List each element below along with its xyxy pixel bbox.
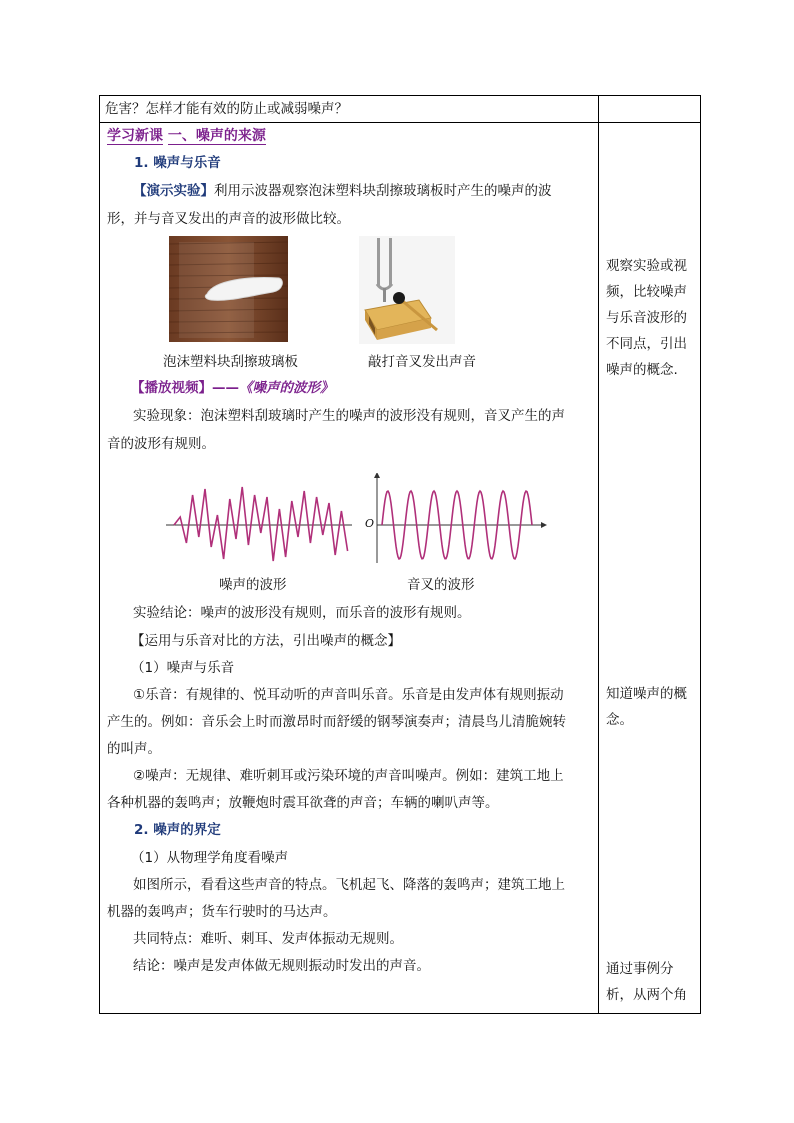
table-row xyxy=(100,123,701,1014)
figure-line-1: 如图所示，看看这些声音的特点。飞机起飞、降落的轰鸣声；建筑工地上 xyxy=(133,877,565,893)
caption-tuning-fork: 敲打音叉发出声音 xyxy=(368,354,476,370)
video-label: 【播放视频】 xyxy=(131,380,212,396)
noise-wave-line xyxy=(174,487,348,561)
subheading-noise-music: 1. 噪声与乐音 xyxy=(134,155,221,171)
item-noise-music: （1）噪声与乐音 xyxy=(131,660,235,676)
heading-part-a: 学习新课 xyxy=(107,128,163,144)
video-dash: —— xyxy=(212,380,239,396)
section-heading xyxy=(107,126,266,146)
side-note-1-line: 与乐音波形的 xyxy=(606,310,687,326)
demo-line-1 xyxy=(133,181,552,201)
body-main-cell xyxy=(100,123,599,1014)
conclusion-line: 实验结论：噪声的波形没有规则，而乐音的波形有规则。 xyxy=(133,605,471,621)
side-note-2-line: 知道噪声的概 xyxy=(606,686,687,702)
caption-foam-glass: 泡沫塑料块刮擦玻璃板 xyxy=(163,354,298,370)
item-physics-view: （1）从物理学角度看噪声 xyxy=(131,850,289,866)
music-line-2: 产生的。例如：音乐会上时而激昂时而舒缓的钢琴演奏声；清晨鸟儿清脆婉转 xyxy=(107,714,566,730)
top-row-text: 危害？怎样才能有效的防止或减弱噪声？ xyxy=(105,101,348,117)
final-conclusion-line: 结论：噪声是发声体做无规则振动时发出的声音。 xyxy=(133,958,430,974)
lesson-table xyxy=(99,95,701,1014)
tuning-fork-photo xyxy=(359,236,455,344)
common-feature-line: 共同特点：难听、刺耳、发声体振动无规则。 xyxy=(133,931,403,947)
side-note-1-line: 噪声的概念. xyxy=(606,362,678,378)
phenomenon-line-2: 音的波形有规则。 xyxy=(107,436,215,452)
demo-text-1: 利用示波器观察泡沫塑料块刮擦玻璃板时产生的噪声的波 xyxy=(214,183,552,199)
phenomenon-line-1: 实验现象：泡沫塑料刮玻璃时产生的噪声的波形没有规则，音叉产生的声 xyxy=(133,408,565,424)
noise-line-1: ②噪声：无规律、难听刺耳或污染环境的声音叫噪声。例如：建筑工地上 xyxy=(133,768,564,784)
demo-line-2: 形，并与音叉发出的声音的波形做比较。 xyxy=(107,211,350,227)
heading-part-b: 一、噪声的来源 xyxy=(167,128,266,144)
demo-label: 【演示实验】 xyxy=(133,183,214,199)
method-line: 【运用与乐音对比的方法，引出噪声的概念】 xyxy=(131,633,401,649)
table-row xyxy=(100,96,701,123)
video-title: 《噪声的波形》 xyxy=(239,380,334,396)
noise-waveform xyxy=(166,479,354,565)
top-main-cell xyxy=(100,96,599,123)
origin-label: O xyxy=(365,517,375,530)
foam-glass-photo xyxy=(169,236,288,342)
side-note-1-line: 频，比较噪声 xyxy=(606,284,687,300)
side-note-3-line: 析，从两个角 xyxy=(606,987,687,1003)
subheading-noise-definition: 2. 噪声的界定 xyxy=(134,822,221,838)
body-side-cell xyxy=(599,123,701,1014)
top-side-cell xyxy=(599,96,701,123)
noise-line-2: 各种机器的轰鸣声；放鞭炮时震耳欲聋的声音；车辆的喇叭声等。 xyxy=(107,795,499,811)
caption-fork-wave: 音叉的波形 xyxy=(407,577,475,593)
side-note-2-line: 念。 xyxy=(606,712,633,728)
fork-waveform xyxy=(362,473,548,565)
side-note-3-line: 通过事例分 xyxy=(606,961,674,977)
side-note-1-line: 不同点，引出 xyxy=(606,336,687,352)
caption-noise-wave: 噪声的波形 xyxy=(219,577,287,593)
music-line-1: ①乐音：有规律的、悦耳动听的声音叫乐音。乐音是由发声体有规则振动 xyxy=(133,687,564,703)
video-line xyxy=(131,378,334,398)
music-line-3: 的叫声。 xyxy=(107,741,161,757)
side-note-1-line: 观察实验或视 xyxy=(606,258,687,274)
figure-line-2: 机器的轰鸣声；货车行驶时的马达声。 xyxy=(107,904,337,920)
